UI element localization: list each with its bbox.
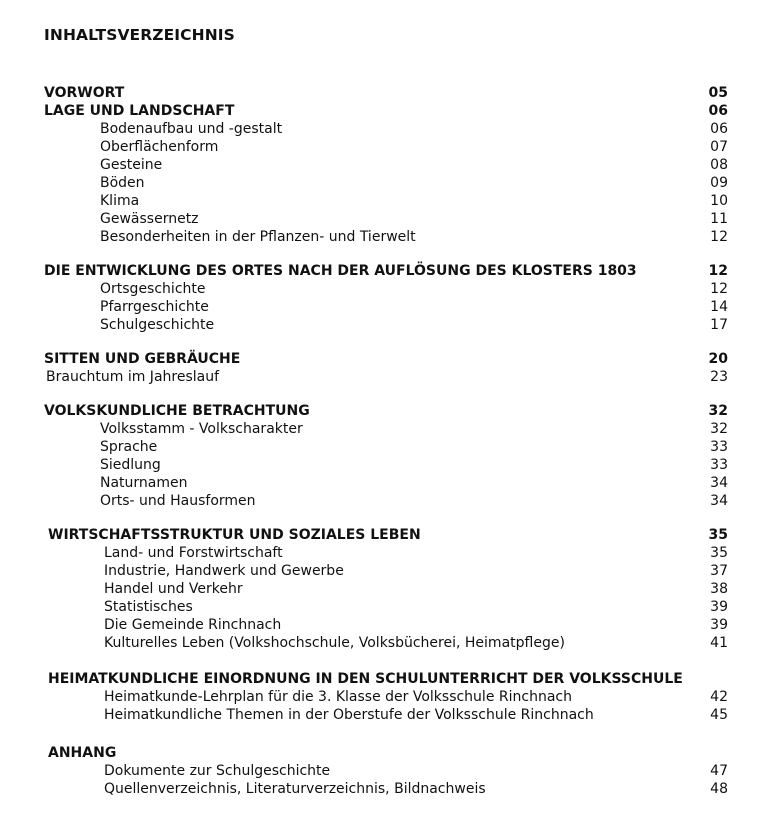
toc-entry-title: Besonderheiten in der Pflanzen- und Tierwelt: [100, 229, 416, 245]
toc-entry-title: Sprache: [100, 439, 158, 455]
toc-entry: [0, 420, 768, 438]
toc-page-number: 33: [710, 439, 728, 455]
toc-entry: [0, 474, 768, 492]
toc-entry: [0, 316, 768, 334]
toc-entry-title: Brauchtum im Jahreslauf: [46, 369, 220, 385]
toc-page-number: 06: [708, 103, 728, 119]
toc-entry-title: ANHANG: [48, 745, 117, 761]
toc-entry-title: Volksstamm - Volkscharakter: [100, 421, 303, 437]
toc-page-number: 12: [710, 229, 728, 245]
toc-entry-title: Heimatkunde-Lehrplan für die 3. Klasse der Volksschule Rinchnach: [104, 689, 572, 705]
page-title: INHALTSVERZEICHNIS: [44, 26, 235, 44]
toc-heading: [0, 402, 768, 420]
toc-page-number: 11: [710, 211, 728, 227]
toc-page-number: 12: [708, 263, 728, 279]
toc-page-number: 32: [708, 403, 728, 419]
toc-entry-title: SITTEN UND GEBRÄUCHE: [44, 351, 241, 367]
toc-page-number: 05: [708, 85, 728, 101]
toc-entry: [0, 156, 768, 174]
toc-page-number: 06: [710, 121, 728, 137]
toc-page-number: 35: [708, 527, 728, 543]
toc-entry-title: Siedlung: [100, 457, 161, 473]
toc-entry: [0, 762, 768, 780]
toc-page-number: 09: [710, 175, 728, 191]
toc-heading: [0, 526, 768, 544]
toc-entry: [0, 174, 768, 192]
toc-heading: [0, 84, 768, 102]
toc-entry-title: Heimatkundliche Themen in der Oberstufe der Volksschule Rinchnach: [104, 707, 594, 723]
toc-entry-title: Gewässernetz: [100, 211, 199, 227]
toc-entry: [0, 780, 768, 798]
toc-entry-title: Dokumente zur Schulgeschichte: [104, 763, 331, 779]
toc-entry-title: Handel und Verkehr: [104, 581, 243, 597]
toc-entry: [0, 192, 768, 210]
toc-heading: [0, 350, 768, 368]
toc-page-number: 23: [710, 369, 728, 385]
toc-entry-title: Ortsgeschichte: [100, 281, 206, 297]
toc-entry: [0, 616, 768, 634]
toc-entry: [0, 580, 768, 598]
toc-entry: [0, 438, 768, 456]
toc-page-number: 20: [708, 351, 728, 367]
toc-entry-title: Böden: [100, 175, 145, 191]
toc-page-number: 14: [710, 299, 728, 315]
toc-entry-title: Gesteine: [100, 157, 163, 173]
toc-entry-title: DIE ENTWICKLUNG DES ORTES NACH DER AUFLÖSUNG DES KLOSTERS 1803: [44, 263, 637, 279]
toc-page-number: 38: [710, 581, 728, 597]
toc-entry-title: Die Gemeinde Rinchnach: [104, 617, 282, 633]
toc-entry: [0, 368, 768, 386]
toc-page-number: 45: [710, 707, 728, 723]
toc-page-number: 42: [710, 689, 728, 705]
toc-page-number: 37: [710, 563, 728, 579]
toc-entry-title: Statistisches: [104, 599, 193, 615]
toc-page-number: 10: [710, 193, 728, 209]
toc-entry: [0, 228, 768, 246]
toc-entry: [0, 562, 768, 580]
toc-entry-title: HEIMATKUNDLICHE EINORDNUNG IN DEN SCHULUNTERRICHT DER VOLKSSCHULE: [48, 671, 683, 687]
toc-entry-title: Bodenaufbau und -gestalt: [100, 121, 283, 137]
toc-entry-title: Quellenverzeichnis, Literaturverzeichnis, Bildnachweis: [104, 781, 486, 797]
toc-page-number: 08: [710, 157, 728, 173]
toc-page-number: 32: [710, 421, 728, 437]
toc-entry: [0, 492, 768, 510]
toc-entry: [0, 544, 768, 562]
toc-heading: [0, 670, 768, 688]
toc-entry: [0, 280, 768, 298]
toc-entry-title: Kulturelles Leben (Volkshochschule, Volksbücherei, Heimatpflege): [104, 635, 565, 651]
toc-heading: [0, 744, 768, 762]
toc-entry: [0, 706, 768, 724]
toc-entry: [0, 688, 768, 706]
toc-heading: [0, 102, 768, 120]
toc-page-number: 12: [710, 281, 728, 297]
toc-page-number: 17: [710, 317, 728, 333]
toc-entry-title: Naturnamen: [100, 475, 188, 491]
toc-entry-title: LAGE UND LANDSCHAFT: [44, 103, 235, 119]
toc-page-number: 39: [710, 617, 728, 633]
toc-entry: [0, 456, 768, 474]
toc-page-number: 47: [710, 763, 728, 779]
toc-entry: [0, 598, 768, 616]
toc-page-number: 35: [710, 545, 728, 561]
toc-entry-title: VOLKSKUNDLICHE BETRACHTUNG: [44, 403, 310, 419]
toc-entry: [0, 210, 768, 228]
toc-entry-title: Industrie, Handwerk und Gewerbe: [104, 563, 344, 579]
toc-entry-title: VORWORT: [44, 85, 125, 101]
toc-page-number: 34: [710, 475, 728, 491]
toc-entry-title: WIRTSCHAFTSSTRUKTUR UND SOZIALES LEBEN: [48, 527, 421, 543]
toc-entry-title: Land- und Forstwirtschaft: [104, 545, 283, 561]
toc-entry-title: Orts- und Hausformen: [100, 493, 256, 509]
toc-page-number: 39: [710, 599, 728, 615]
toc-entry-title: Klima: [100, 193, 140, 209]
toc-entry-title: Pfarrgeschichte: [100, 299, 209, 315]
toc-entry: [0, 298, 768, 316]
toc-page-number: 33: [710, 457, 728, 473]
toc-entry: [0, 634, 768, 652]
toc-heading: [0, 262, 768, 280]
toc-entry: [0, 120, 768, 138]
toc-entry: [0, 138, 768, 156]
toc-page-number: 34: [710, 493, 728, 509]
toc-entry-title: Oberflächenform: [100, 139, 219, 155]
toc-page-number: 41: [710, 635, 728, 651]
toc-page-number: 07: [710, 139, 728, 155]
toc-entry-title: Schulgeschichte: [100, 317, 215, 333]
toc-page-number: 48: [710, 781, 728, 797]
